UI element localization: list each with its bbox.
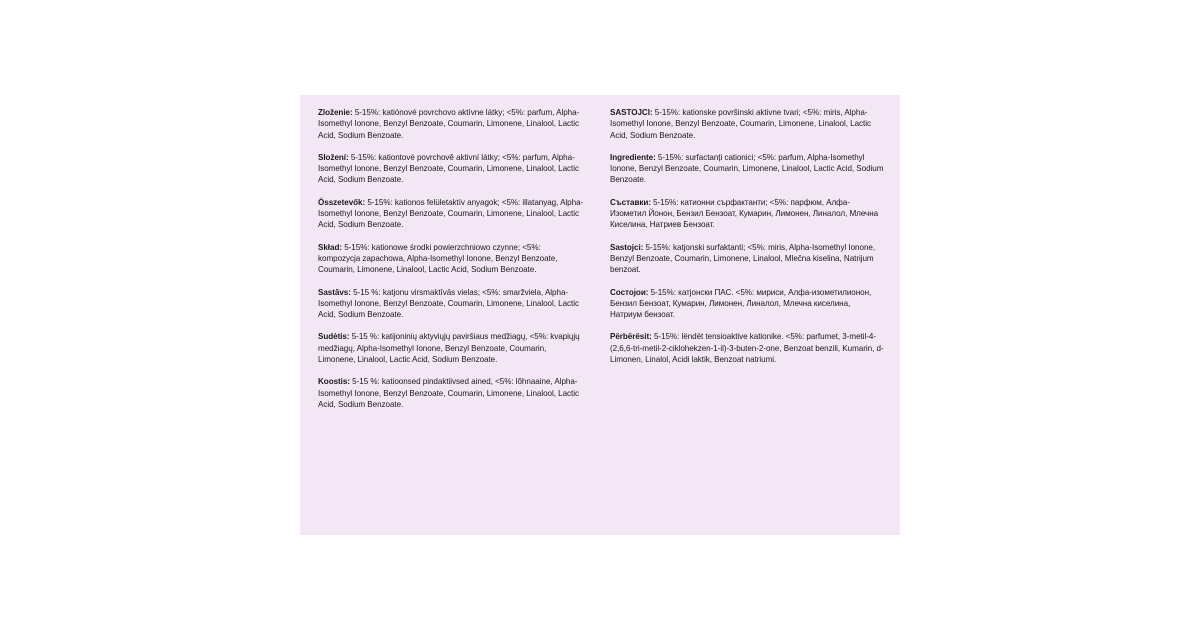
language-label: Zloženie: [318, 108, 353, 117]
ingredient-block [610, 331, 884, 365]
language-label: Sastojci: [610, 242, 644, 252]
language-label: Përbërësit: [610, 332, 652, 342]
ingredient-text: 5-15%: katjonski surfaktanti; <5%: miris, Alpha-Isomethyl Ionone, Benzyl Benzoate, Coumarin, Limonene, Linalool, Mlečna kiselina, Natrijum benzoat. [610, 242, 876, 275]
ingredient-block [318, 107, 584, 141]
ingredient-block [318, 242, 584, 276]
ingredient-text: 5-15 %: katijoninių aktyviųjų paviršiaus medžiagų, <5%: kvapiųjų medžiagų, Alpha-Isomethyl Ionone, Benzyl Benzoate, Coumarin, Limonene, Linalool, Lactic Acid, Sodium Benzoate. [318, 332, 580, 365]
ingredient-text: 5-15%: surfactanți cationici; <5%: parfum, Alpha-Isomethyl Ionone, Benzyl Benzoate, Coumarin, Limonene, Linalool, Lactic Acid, Sodium Benzoate. [610, 152, 884, 185]
language-label: Sastāvs: [318, 287, 351, 297]
ingredient-text: 5-15%: kationowe środki powierzchniowo czynne; <5%: kompozycja zapachowa, Alpha-Isomethyl Ionone, Benzyl Benzoate, Coumarin, Limonene, Linalool, Lactic Acid, Sodium Benzoate. [318, 242, 558, 275]
ingredient-text: 5-15%: katiónové povrchovo aktívne látky; <5%: parfum, Alpha-Isomethyl Ionone, Benzyl Benzoate, Coumarin, Limonene, Linalool, Lactic Acid, Sodium Benzoate. [318, 108, 580, 140]
ingredient-block [610, 287, 884, 321]
language-label: Ingrediente: [610, 152, 656, 162]
ingredient-text: 5-15%: kationske površinski aktivne tvari; <5%: miris, Alpha-Isomethyl Ionone, Benzyl Benzoate, Coumarin, Limonene, Linalool, Lactic Acid, Sodium Benzoate. [610, 108, 871, 140]
ingredient-block [318, 331, 584, 365]
language-label: Složení: [318, 152, 349, 162]
ingredient-text: 5-15%: kationos felületaktív anyagok; <5%: illatanyag, Alpha-Isomethyl Ionone, Benzyl Benzoate, Coumarin, Limonene, Linalool, Lactic Acid, Sodium Benzoate. [318, 197, 584, 230]
ingredients-columns [300, 95, 900, 535]
ingredient-block [318, 376, 584, 410]
ingredients-panel [300, 95, 900, 535]
language-label: Skład: [318, 242, 342, 252]
ingredient-block [610, 107, 884, 141]
language-label: Sudėtis: [318, 332, 350, 342]
ingredient-text: 5-15%: катионни сърфактанти; <5%: парфюм, Алфа-Изометил Йонон, Бензил Бензоат, Кумарин, Лимонен, Линалол, Млечна Киселина, Натриев Бензоат. [610, 197, 879, 230]
ingredient-block [318, 287, 584, 321]
ingredient-text: 5-15 %: katioonsed pindaktiivsed ained, <5%: lõhnaaine, Alpha-Isomethyl Ionone, Benzyl Benzoate, Coumarin, Limonene, Linalool, Lactic Acid, Sodium Benzoate. [318, 377, 579, 409]
language-label: SASTOJCI: [610, 108, 653, 117]
ingredient-block [610, 242, 884, 276]
language-label: Съставки: [610, 197, 651, 207]
language-label: Összetevők: [318, 197, 366, 207]
ingredient-block [610, 152, 884, 186]
ingredient-block [318, 152, 584, 186]
ingredients-column-right [600, 107, 900, 535]
ingredient-text: 5-15%: катјонски ПАС. <5%: мириси, Алфа-изометилионон, Бензил Бензоат, Кумарин, Лимонен, Линалол, Млечна киселина, Натриум бензоат. [610, 287, 872, 320]
ingredients-column-left [300, 107, 600, 535]
ingredient-text: 5-15%: lëndët tensioaktive kationike. <5%: parfumet, 3-metil-4-(2,6,6-tri-metil-2-ciklohekzen-1-il)-3-buten-2-one, Benzoat benzili, Kumarin, d-Limonen, Linalol, Acidi laktik, Benzoat natriumi. [610, 332, 884, 365]
ingredient-block [610, 197, 884, 231]
language-label: Состојои: [610, 287, 649, 297]
ingredient-text: 5-15%: kationtové povrchově aktivní látky; <5%: parfum, Alpha-Isomethyl Ionone, Benzyl Benzoate, Coumarin, Limonene, Linalool, Lactic Acid, Sodium Benzoate. [318, 152, 579, 185]
ingredient-text: 5-15 %: katjonu virsmaktīvās vielas; <5%: smaržviela, Alpha-Isomethyl Ionone, Benzyl Benzoate, Coumarin, Limonene, Linalool, Lactic Acid, Sodium Benzoate. [318, 287, 579, 320]
ingredient-block [318, 197, 584, 231]
language-label: Koostis: [318, 377, 350, 387]
